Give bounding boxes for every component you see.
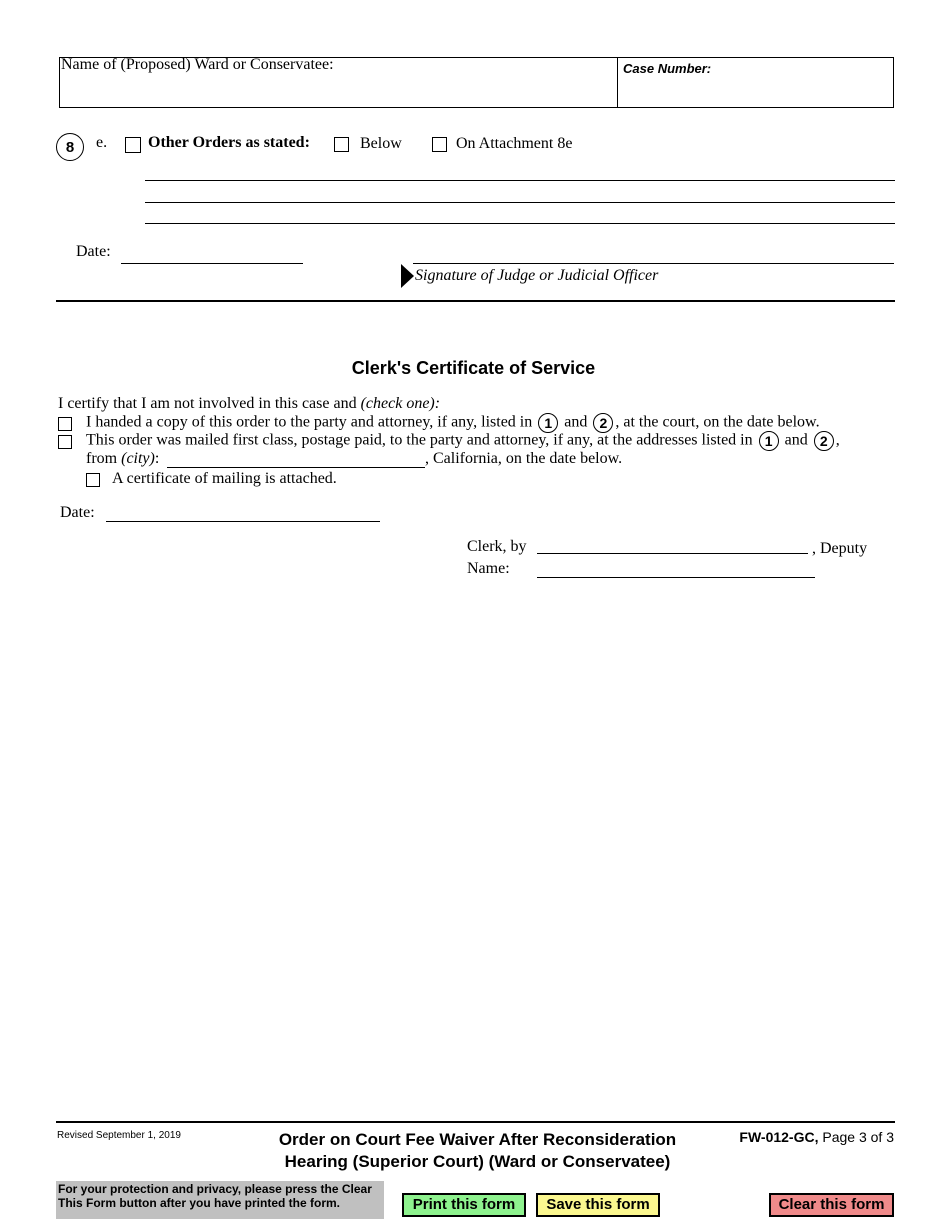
- ward-name-field[interactable]: [59, 57, 618, 108]
- mailing-certificate-label: A certificate of mailing is attached.: [112, 470, 337, 487]
- other-orders-checkbox[interactable]: [125, 137, 141, 153]
- clerk-name-line[interactable]: [537, 577, 815, 578]
- below-checkbox[interactable]: [334, 137, 349, 152]
- city-input-line[interactable]: [167, 467, 425, 468]
- ward-name-label: Name of (Proposed) Ward or Conservatee:: [61, 56, 334, 73]
- footer-divider: [56, 1121, 895, 1123]
- circle-1-icon: 1: [538, 413, 558, 433]
- clerk-name-label: Name:: [467, 560, 510, 577]
- circle-2-icon: 2: [814, 431, 834, 451]
- other-orders-label: Other Orders as stated:: [148, 134, 310, 151]
- attachment-checkbox[interactable]: [432, 137, 447, 152]
- attachment-label: On Attachment 8e: [456, 135, 573, 152]
- section-divider: [56, 300, 895, 302]
- handed-copy-text: I handed a copy of this order to the party and attorney, if any, listed in 1 and 2 , at the court, on the date below.: [86, 413, 820, 431]
- form-title: Order on Court Fee Waiver After Reconsideration Hearing (Superior Court) (Ward or Conservatee): [278, 1130, 677, 1171]
- other-orders-line-1[interactable]: [145, 180, 895, 181]
- circle-1-icon: 1: [759, 431, 779, 451]
- judge-signature-label: Signature of Judge or Judicial Officer: [415, 267, 659, 284]
- case-number-field[interactable]: [617, 57, 894, 108]
- from-city-label: from (city):: [86, 450, 160, 467]
- certificate-title: Clerk's Certificate of Service: [351, 358, 596, 378]
- revised-date: Revised September 1, 2019: [57, 1130, 181, 1141]
- case-number-label: Case Number:: [623, 61, 712, 76]
- print-form-button[interactable]: Print this form: [402, 1193, 526, 1217]
- clear-form-button[interactable]: Clear this form: [769, 1193, 894, 1217]
- item-letter: e.: [96, 134, 108, 151]
- signature-arrow-icon: [401, 264, 414, 288]
- deputy-label: , Deputy: [812, 540, 868, 557]
- circle-2-icon: 2: [593, 413, 613, 433]
- mailed-checkbox[interactable]: [58, 435, 72, 449]
- other-orders-line-3[interactable]: [145, 223, 895, 224]
- clerk-date-line[interactable]: [106, 521, 380, 522]
- mailed-text: This order was mailed first class, postage paid, to the party and attorney, if any, at the addresses listed in 1 and 2 ,: [86, 431, 840, 449]
- clerk-by-label: Clerk, by: [467, 538, 527, 555]
- handed-copy-checkbox[interactable]: [58, 417, 72, 431]
- below-label: Below: [360, 135, 402, 152]
- clerk-date-label: Date:: [60, 504, 95, 521]
- privacy-note: For your protection and privacy, please press the Clear This Form button after you have printed the form.: [56, 1181, 384, 1219]
- form-id: FW-012-GC, Page 3 of 3: [739, 1129, 894, 1145]
- judge-date-line[interactable]: [121, 263, 303, 264]
- mailing-certificate-checkbox[interactable]: [86, 473, 100, 487]
- other-orders-line-2[interactable]: [145, 202, 895, 203]
- certificate-intro: I certify that I am not involved in this case and (check one):: [58, 395, 441, 412]
- item-number-badge: 8: [56, 133, 84, 161]
- clerk-by-line[interactable]: [537, 553, 808, 554]
- judge-date-label: Date:: [76, 243, 111, 260]
- judge-signature-line[interactable]: [413, 263, 894, 264]
- california-text: , California, on the date below.: [425, 450, 623, 467]
- save-form-button[interactable]: Save this form: [536, 1193, 660, 1217]
